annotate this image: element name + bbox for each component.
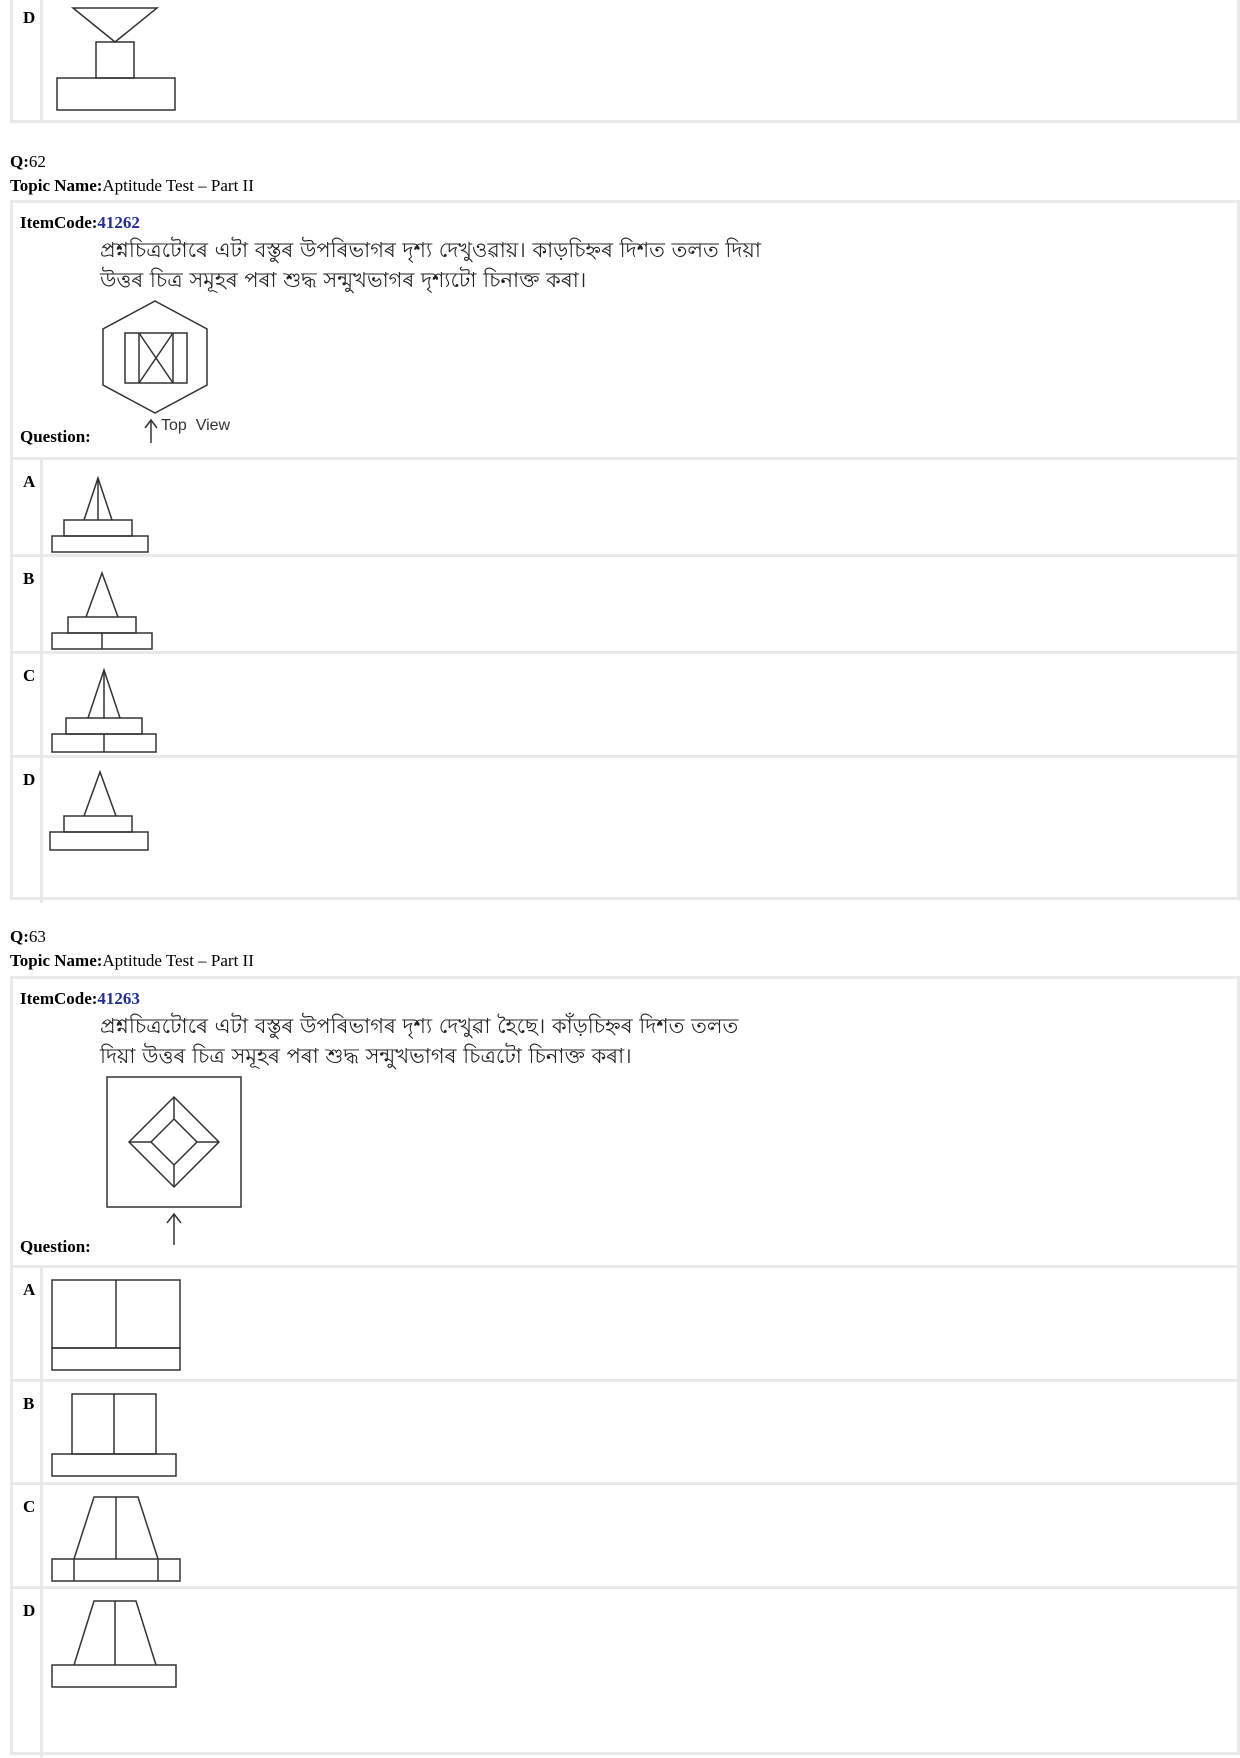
option-row-c[interactable] <box>13 1482 1237 1586</box>
option-letter-cell <box>13 0 43 120</box>
itemcode-line: ItemCode:41262 <box>20 213 140 232</box>
option-row-a[interactable] <box>13 1265 1237 1379</box>
question-number: Q:62 <box>10 152 46 171</box>
option-letter: B <box>23 1394 35 1413</box>
option-c-figure <box>48 1493 188 1587</box>
option-d-figure <box>48 766 168 856</box>
option-a-figure <box>48 1276 188 1376</box>
question-62-box <box>10 200 1240 900</box>
prev-question-fragment <box>10 0 1240 123</box>
option-row-b[interactable] <box>13 1379 1237 1482</box>
question-text-line-1: প্ৰশ্নচিত্ৰটোৰে এটা বস্তুৰ উপৰিভাগৰ দৃশ্য দেখুৱা হৈছে। কাঁড়চিহ্নৰ দিশত তলত <box>100 1014 739 1038</box>
option-letter: B <box>23 569 35 588</box>
option-b-figure <box>48 565 168 651</box>
option-d-figure <box>48 1597 188 1693</box>
option-d-figure <box>53 8 183 118</box>
question-text-line-1: প্ৰশ্নচিত্ৰটোৰে এটা বস্তুৰ উপৰিভাগৰ দৃশ্য দেখুওৱায়। কাড়চিহ্নৰ দিশত তলত দিয়া <box>100 238 761 262</box>
option-row-a[interactable] <box>13 457 1237 554</box>
question-text-line-2: দিয়া উত্তৰ চিত্ৰ সমূহৰ পৰা শুদ্ধ সন্মুখভাগৰ চিত্ৰটো চিনাক্ত কৰা। <box>100 1044 632 1068</box>
option-row-b[interactable] <box>13 554 1237 651</box>
question-number: Q:63 <box>10 927 46 946</box>
option-row-d[interactable] <box>13 755 1237 903</box>
itemcode-line: ItemCode:41263 <box>20 989 140 1008</box>
top-view-figure <box>103 1077 253 1247</box>
question-text-line-2: উত্তৰ চিত্ৰ সমূহৰ পৰা শুদ্ধ সন্মুখভাগৰ দৃশ্যটো চিনাক্ত কৰা। <box>100 268 587 292</box>
option-letter: D <box>23 770 36 789</box>
option-letter: C <box>23 1497 36 1516</box>
option-row-d[interactable] <box>13 1586 1237 1758</box>
option-row-c[interactable] <box>13 651 1237 755</box>
topic-line: Topic Name:Aptitude Test – Part II <box>10 176 254 195</box>
option-letter: A <box>23 1280 36 1299</box>
question-label: Question: <box>20 1237 91 1256</box>
topic-line: Topic Name:Aptitude Test – Part II <box>10 951 254 970</box>
option-c-figure <box>48 662 168 754</box>
option-letter: C <box>23 666 36 685</box>
option-b-figure <box>48 1390 188 1482</box>
question-label: Question: <box>20 427 91 446</box>
option-letter: A <box>23 472 36 491</box>
option-letter: D <box>23 1601 36 1620</box>
option-letter: D <box>23 8 36 27</box>
figure-caption: Top View <box>161 417 231 434</box>
option-a-figure <box>48 468 168 554</box>
question-63-box <box>10 976 1240 1755</box>
